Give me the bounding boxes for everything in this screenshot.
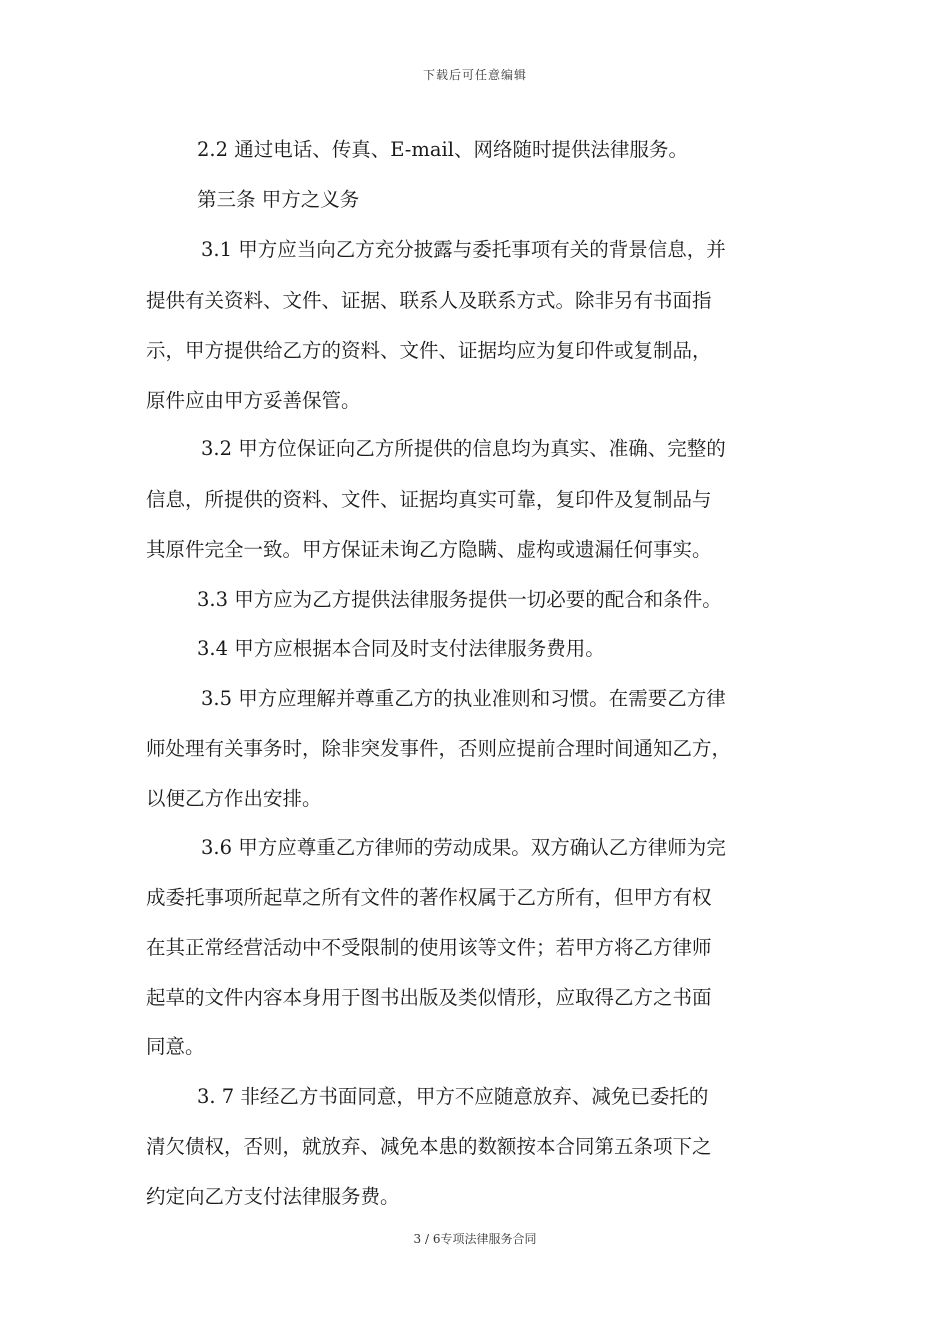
paragraph-line: 在其正常经营活动中不受限制的使用该等文件；若甲方将乙方律师 xyxy=(146,936,712,959)
section-heading: 第三条 甲方之义务 xyxy=(197,188,360,211)
paragraph-line: 其原件完全一致。甲方保证未询乙方隐瞒、虚构或遗漏任何事实。 xyxy=(146,538,712,561)
paragraph-line: 示，甲方提供给乙方的资料、文件、证据均应为复印件或复制品， xyxy=(146,339,712,362)
paragraph-line: 3.6 甲方应尊重乙方律师的劳动成果。双方确认乙方律师为完 xyxy=(201,836,726,859)
paragraph-line: 起草的文件内容本身用于图书出版及类似情形，应取得乙方之书面 xyxy=(146,986,712,1009)
paragraph-line: 同意。 xyxy=(146,1035,205,1058)
paragraph-line: 信息，所提供的资料、文件、证据均真实可靠，复印件及复制品与 xyxy=(146,488,712,511)
paragraph-line: 3.4 甲方应根据本合同及时支付法律服务费用。 xyxy=(197,637,605,660)
page-footer: 3 / 6专项法律服务合同 xyxy=(413,1232,537,1246)
paragraph-line: 3.1 甲方应当向乙方充分披露与委托事项有关的背景信息，并 xyxy=(201,238,726,261)
paragraph-line: 约定向乙方支付法律服务费。 xyxy=(146,1185,400,1208)
paragraph-line: 3. 7 非经乙方书面同意，甲方不应随意放弃、减免已委托的 xyxy=(197,1085,709,1108)
paragraph-line: 以便乙方作出安排。 xyxy=(146,787,322,810)
page-header: 下载后可任意编辑 xyxy=(422,68,527,82)
paragraph-line: 原件应由甲方妥善保管。 xyxy=(146,389,361,412)
paragraph-line: 清欠债权，否则，就放弃、减免本患的数额按本合同第五条项下之 xyxy=(146,1135,712,1158)
paragraph-line: 师处理有关事务时，除非突发事件，否则应提前合理时间通知乙方， xyxy=(146,737,732,760)
paragraph-line: 成委托事项所起草之所有文件的著作权属于乙方所有，但甲方有权 xyxy=(146,886,712,909)
paragraph-line: 提供有关资料、文件、证据、联系人及联系方式。除非另有书面指 xyxy=(146,289,712,312)
paragraph-line: 3.3 甲方应为乙方提供法律服务提供一切必要的配合和条件。 xyxy=(197,588,722,611)
paragraph-line: 3.2 甲方位保证向乙方所提供的信息均为真实、准确、完整的 xyxy=(201,437,726,460)
paragraph-line: 2.2 通过电话、传真、E-mail、网络随时提供法律服务。 xyxy=(197,138,688,161)
paragraph-line: 3.5 甲方应理解并尊重乙方的执业准则和习惯。在需要乙方律 xyxy=(201,687,726,710)
